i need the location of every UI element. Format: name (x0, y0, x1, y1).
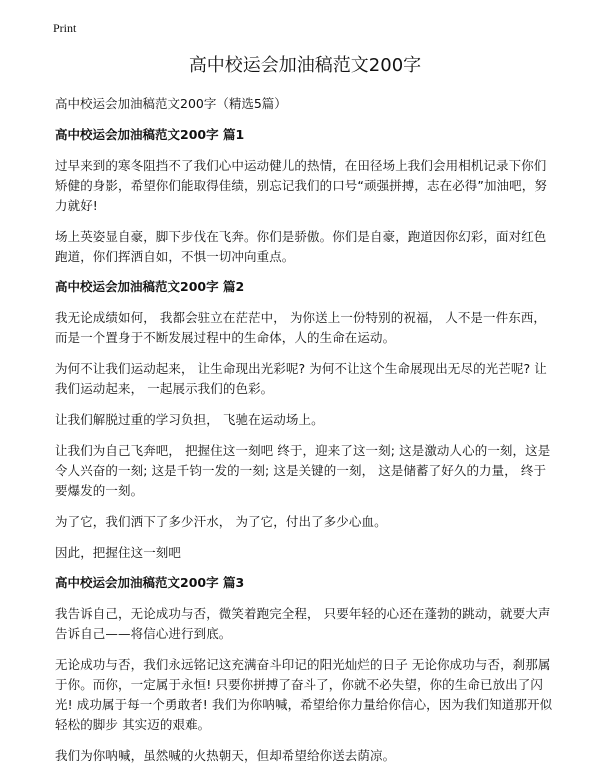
paragraph: 因此，把握住这一刻吧 (55, 545, 182, 560)
paragraph: 让我们为自己飞奔吧， 把握住这一刻吧 终于，迎来了这一刻; 这是激动人心的一刻，这是令人兴奋的一刻; 这是千钧一发的一刻; 这是关键的一刻， 这是储蓄了好久的力量， 终于要爆发的一刻。 (55, 443, 551, 498)
paragraph: 无论成功与否，我们永远铭记这充满奋斗印记的阳光灿烂的日子 无论你成功与否，刹那属于你。而你，一定属于永恒! 只要你拼搏了奋斗了，你就不必失望，你的生命已放出了闪光! 成功属于每一个勇敢者! 我们为你呐喊，希望给你力量给你信心，因为我们知道那开似轻松的脚步 其实迈的艰难。 (55, 657, 553, 732)
paragraph: 为了它，我们洒下了多少汗水， 为了它，付出了多少心血。 (55, 514, 387, 529)
paragraph: 我们为你呐喊，虽然喊的火热朝天，但却希望给你送去荫凉。 (55, 748, 396, 763)
section-heading: 高中校运会加油稿范文200字 篇3 (55, 575, 245, 590)
section-3 (55, 574, 555, 766)
section-2 (55, 278, 555, 563)
page-title: 高中校运会加油稿范文200字 (188, 55, 422, 76)
print-link[interactable]: Print (53, 21, 77, 35)
document-body (55, 54, 555, 777)
paragraph: 我告诉自己，无论成功与否，微笑着跑完全程， 只要年轻的心还在蓬勃的跳动，就要大声告诉自己——将信心进行到底。 (55, 606, 551, 641)
document-subtitle: 高中校运会加油稿范文200字（精选5篇） (55, 96, 287, 111)
section-heading: 高中校运会加油稿范文200字 篇1 (55, 127, 245, 142)
paragraph: 我无论成绩如何， 我都会驻立在茫茫中， 为你送上一份特别的祝福， 人不是一件东西， 而是一个置身于不断发展过程中的生命体，人的生命在运动。 (55, 310, 547, 345)
section-heading: 高中校运会加油稿范文200字 篇2 (55, 279, 245, 294)
section-1 (55, 126, 555, 267)
paragraph: 场上英姿显自豪，脚下步伐在飞奔。你们是骄傲。你们是自豪，跑道因你幻彩，面对红色跑道，你们挥洒自如，不惧一切冲向重点。 (55, 229, 547, 264)
paragraph: 让我们解脱过重的学习负担， 飞驰在运动场上。 (55, 412, 324, 427)
paragraph: 为何不让我们运动起来， 让生命现出光彩呢? 为何不让这个生命展现出无尽的光芒呢? 让我们运动起来， 一起展示我们的色彩。 (55, 361, 547, 396)
paragraph: 过早来到的寒冬阻挡不了我们心中运动健儿的热情，在田径场上我们会用相机记录下你们矫健的身影，希望你们能取得佳绩，别忘记我们的口号“顽强拼搏，志在必得”加油吧，努力就好! (55, 158, 547, 213)
